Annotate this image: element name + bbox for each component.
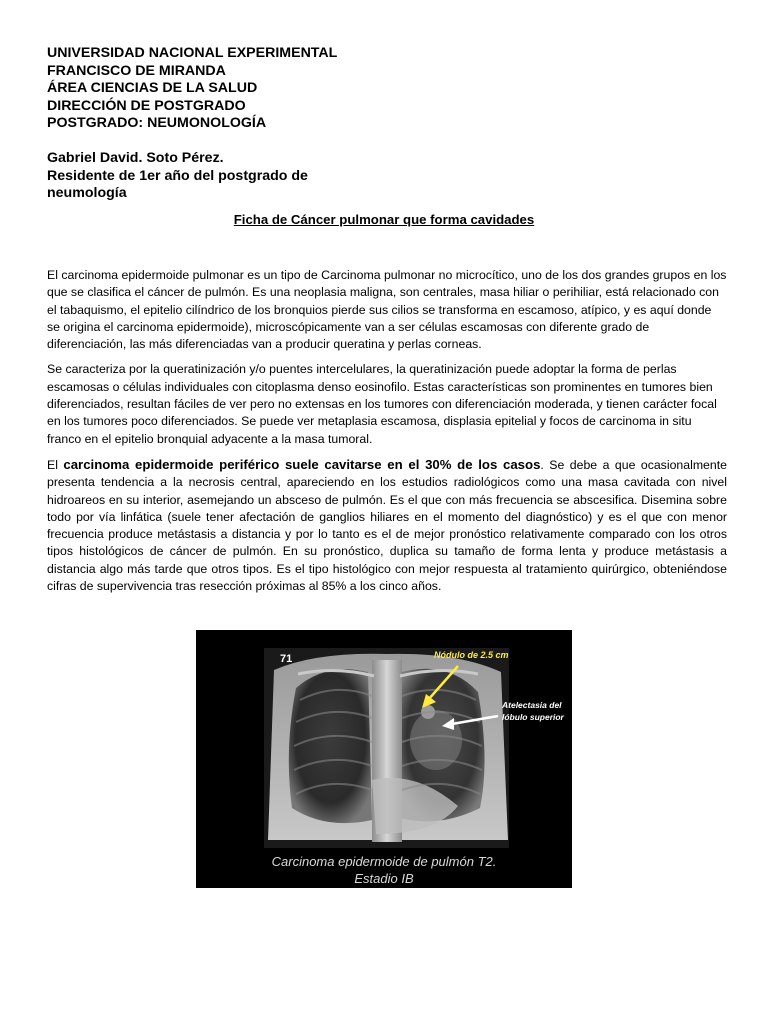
header-line-name: FRANCISCO DE MIRANDA <box>47 62 226 79</box>
author-specialty: neumología <box>47 185 127 202</box>
paragraph-cavitation-highlight: carcinoma epidermoide periférico suele cavitarse en el 30% de los casos <box>63 456 541 472</box>
author-role: Residente de 1er año del postgrado de <box>47 167 308 184</box>
paragraph-cavitation-body: . Se debe a que ocasionalmente presenta tendencia a la necrosis central, apareciendo en los estudios radiológicos como una masa cavitada con nivel hidroareos en su interior, asemejando un absceso de pulmón. Es el que con más frecuencia se abscesifica. Disemina sobre todo por vía linfática (suele tener afectación de ganglios hiliares en el momento del diagnóstico) y es el que con menor frecuencia produce metástasis a distancia y por lo tanto es el de mejor pronóstico relativamente comparado con los otros tipos histológicos de cáncer de pulmón. En su pronóstico, duplica su tamaño de forma lenta y produce metástasis a distancia algo más tarde que otros tipos. Es el tipo histológico con mejor respuesta al tratamiento quirúrgico, obteniéndose cifras de supervivencia tras resección próximas al 85% a los cinco años. <box>47 457 727 594</box>
institution-header <box>47 45 337 133</box>
paragraph-cavitation <box>47 456 727 595</box>
header-line-direction: DIRECCIÓN DE POSTGRADO <box>47 97 246 114</box>
chest-xray-image <box>196 630 572 888</box>
header-line-program: POSTGRADO: NEUMONOLOGÍA <box>47 115 267 132</box>
figure-caption-line1: Carcinoma epidermoide de pulmón T2. <box>271 854 497 869</box>
paragraph-cavitation-prefix: El <box>47 457 64 472</box>
chest-xray-figure <box>196 630 572 888</box>
figure-caption-line2: Estadio IB <box>354 871 414 886</box>
nodule-label: Nódulo de 2.5 cm <box>434 650 509 660</box>
document-title: Ficha de Cáncer pulmonar que forma cavidades <box>233 212 535 227</box>
paragraph-definition: El carcinoma epidermoide pulmonar es un tipo de Carcinoma pulmonar no microcítico, uno de los dos grandes grupos en los que se clasifica el cáncer de pulmón. Es una neoplasia maligna, son centrales, masa hiliar o perihiliar, está relacionado con el tabaquismo, el epitelio cilíndrico de los bronquios pierde sus cilios se transforma en escamoso, atípico, y es aquí donde se origina el carcinoma epidermoide), microscópicamente van a ser células escamosas con diferente grado de diferenciación, las más diferenciadas van a producir queratina y perlas corneas. <box>47 268 727 352</box>
xray-marker: 71 <box>280 653 293 665</box>
atelectasis-label-line1: Atelectasia del <box>502 700 562 710</box>
header-line-area: ÁREA CIENCIAS DE LA SALUD <box>47 80 258 97</box>
atelectasis-label-line2: lóbulo superior <box>502 712 564 722</box>
author-block <box>47 150 347 203</box>
author-name: Gabriel David. Soto Pérez. <box>47 150 224 166</box>
body-text <box>47 267 727 603</box>
paragraph-histology: Se caracteriza por la queratinización y/o puentes intercelulares, la queratinización puede adoptar la forma de perlas escamosas o células individuales con citoplasma denso eosinofilo. Estas características son prominentes en tumores bien diferenciados, resultan fáciles de ver pero no extensas en los tumores con diferenciación moderada, y tienen carácter focal en los tumores poco diferenciados. Se puede ver metaplasia escamosa, displasia epitelial y focos de carcinoma in situ franco en el epitelio bronquial adyacente a la masa tumoral. <box>47 362 717 446</box>
header-line-university: UNIVERSIDAD NACIONAL EXPERIMENTAL <box>47 45 338 61</box>
